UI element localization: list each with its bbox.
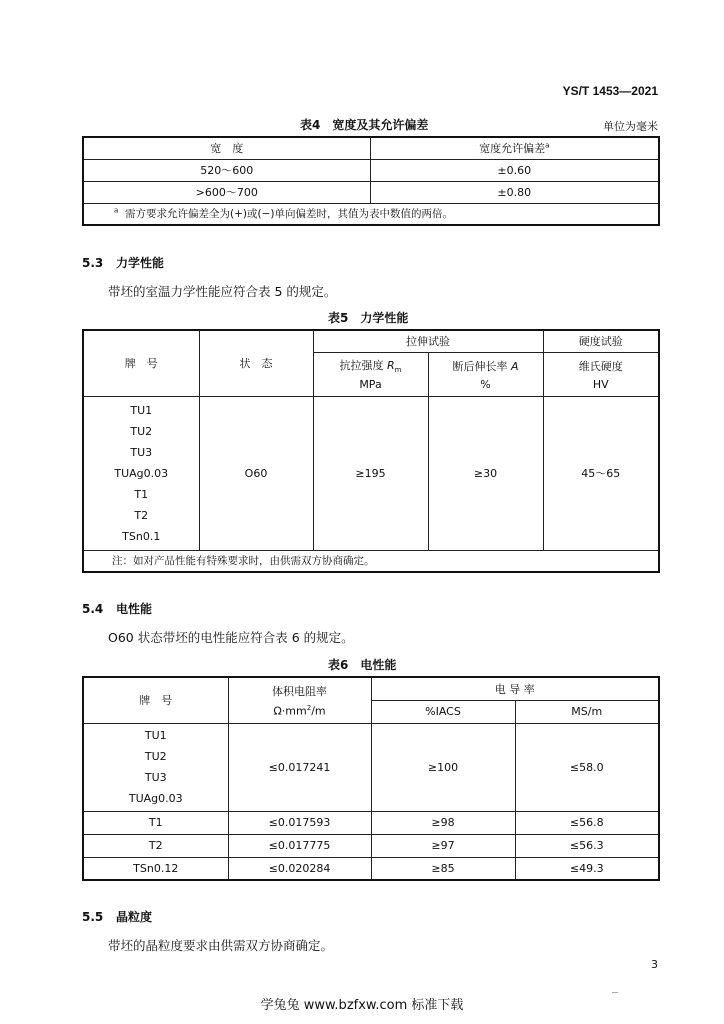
table-row bbox=[83, 181, 659, 203]
table4 bbox=[82, 136, 660, 226]
standard-code: YS/T 1453—2021 bbox=[562, 84, 658, 98]
table6-grade: TU2 bbox=[144, 750, 167, 763]
table-row bbox=[83, 159, 659, 181]
table5-note: 注：如对产品性能有特殊要求时，由供需双方协商确定。 bbox=[83, 550, 659, 572]
table-row bbox=[83, 811, 659, 834]
table6 bbox=[82, 676, 660, 881]
table6-grade: TU1 bbox=[144, 729, 167, 742]
table4-header-tolerance: 宽度允许偏差$^a$ bbox=[370, 137, 659, 159]
table-row bbox=[83, 723, 659, 811]
table6-header-grade: 牌 号 bbox=[83, 677, 228, 723]
footer-watermark[interactable]: 学兔兔 www.bzfxw.com 标准下载 bbox=[260, 998, 464, 1013]
table5 bbox=[82, 329, 660, 573]
table5-grades-cell bbox=[83, 396, 199, 550]
table6-header-conductivity: 电 导 率 bbox=[371, 677, 659, 700]
section-5-4-heading: 5.4 电性能 bbox=[82, 602, 153, 616]
table5-grade: TU2 bbox=[130, 424, 153, 438]
table6-ms-cell: ≤56.8 bbox=[515, 811, 659, 834]
table6-iacs-cell: ≥85 bbox=[371, 857, 515, 880]
table6-grade: TU3 bbox=[144, 771, 167, 784]
section-5-4-text: O60 状态带坯的电性能应符合表 6 的规定。 bbox=[108, 630, 354, 645]
table5-grade: T2 bbox=[134, 508, 149, 522]
table6-ms-cell: ≤56.3 bbox=[515, 834, 659, 857]
table6-resistivity-cell: ≤0.017593 bbox=[228, 811, 371, 834]
table5-header-state: 状 态 bbox=[199, 330, 313, 396]
table5-grade: T1 bbox=[134, 487, 149, 501]
table-row bbox=[83, 396, 659, 550]
table6-resistivity-cell: ≤0.017775 bbox=[228, 834, 371, 857]
table4-caption: 表4 宽度及其允许偏差 bbox=[300, 118, 429, 132]
section-5-5-heading: 5.5 晶粒度 bbox=[82, 910, 153, 924]
table4-width-cell: >600～700 bbox=[83, 181, 370, 203]
table5-header-hardness: 硬度试验 bbox=[543, 330, 659, 352]
table6-grade-cell: T1 bbox=[83, 811, 228, 834]
table5-header-elongation: 断后伸长率 A % bbox=[428, 352, 543, 396]
table5-grade: TU3 bbox=[130, 445, 153, 459]
page-number: 3 bbox=[651, 958, 658, 971]
scan-mark bbox=[612, 992, 618, 993]
section-5-3-text: 带坯的室温力学性能应符合表 5 的规定。 bbox=[108, 284, 337, 299]
table-row bbox=[83, 857, 659, 880]
table6-iacs-cell: ≥98 bbox=[371, 811, 515, 834]
section-5-3-heading: 5.3 力学性能 bbox=[82, 256, 165, 270]
table5-caption: 表5 力学性能 bbox=[328, 311, 409, 325]
table6-group-grades-cell bbox=[83, 723, 228, 811]
table6-resistivity-cell: ≤0.017241 bbox=[228, 723, 371, 811]
table6-grade-cell: TSn0.12 bbox=[83, 857, 228, 880]
table6-header-resistivity: 体积电阻率 $\Omega\cdot mm^2/m$ bbox=[228, 677, 371, 723]
table5-strength-cell: ≥195 bbox=[313, 396, 428, 550]
table5-elongation-cell: ≥30 bbox=[428, 396, 543, 550]
table4-tolerance-cell: ±0.60 bbox=[370, 159, 659, 181]
table5-state-cell: O60 bbox=[199, 396, 313, 550]
table6-ms-cell: ≤58.0 bbox=[515, 723, 659, 811]
table6-grade-cell: T2 bbox=[83, 834, 228, 857]
table6-header-ms: MS/m bbox=[515, 700, 659, 723]
table5-hardness-cell: 45～65 bbox=[543, 396, 659, 550]
table6-iacs-cell: ≥100 bbox=[371, 723, 515, 811]
table4-tolerance-cell: ±0.80 bbox=[370, 181, 659, 203]
table6-iacs-cell: ≥97 bbox=[371, 834, 515, 857]
section-5-5-text: 带坯的晶粒度要求由供需双方协商确定。 bbox=[108, 938, 334, 953]
table5-header-grade: 牌 号 bbox=[83, 330, 199, 396]
table6-caption: 表6 电性能 bbox=[328, 658, 397, 672]
table6-resistivity-cell: ≤0.020284 bbox=[228, 857, 371, 880]
table4-width-cell: 520～600 bbox=[83, 159, 370, 181]
table5-grade: TSn0.1 bbox=[122, 529, 161, 543]
table-row bbox=[83, 834, 659, 857]
table4-footnote: $^a$ 需方要求允许偏差全为(+)或(−)单向偏差时，其值为表中数值的两倍。 bbox=[83, 203, 659, 225]
table6-ms-cell: ≤49.3 bbox=[515, 857, 659, 880]
table5-grade: TU1 bbox=[130, 403, 153, 417]
table6-header-iacs: %IACS bbox=[371, 700, 515, 723]
table5-header-tensile: 拉伸试验 bbox=[313, 330, 543, 352]
table4-unit: 单位为毫米 bbox=[603, 120, 658, 133]
table4-header-width: 宽 度 bbox=[83, 137, 370, 159]
table5-grade: TUAg0.03 bbox=[114, 466, 169, 480]
table5-header-vickers: 维氏硬度 HV bbox=[543, 352, 659, 396]
table6-grade: TUAg0.03 bbox=[128, 792, 183, 805]
table5-header-strength: 抗拉强度 $R_m$ MPa bbox=[313, 352, 428, 396]
